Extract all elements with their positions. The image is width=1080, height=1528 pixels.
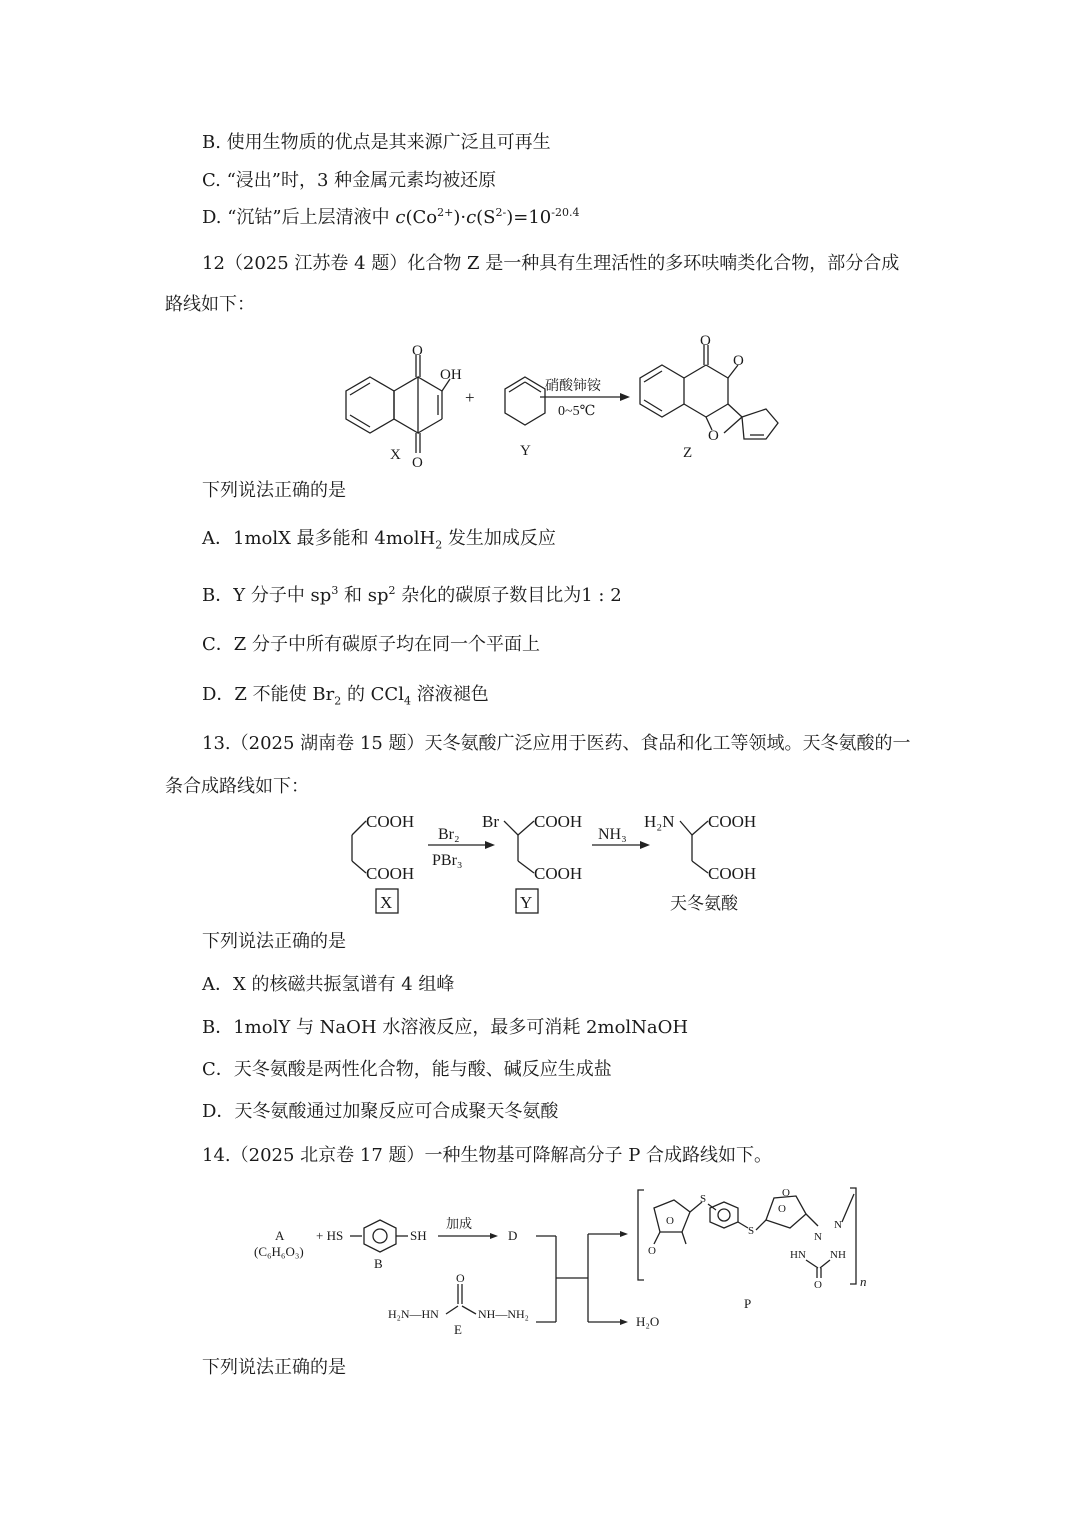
q11-option-d: D. “沉钴”后上层清液中 $c(Co^{2+})\cdot c(S^{2-})=10^{-20.4}$ [202, 206, 580, 228]
x-cooh-bottom: COOH [366, 864, 415, 883]
label-y: Y [520, 893, 533, 912]
p-nh: NH [830, 1249, 846, 1261]
label-b: B [374, 1256, 383, 1271]
compound-x-succinic-acid [352, 812, 414, 913]
q13-option-d: D．天冬氨酸通过加聚反应可合成聚天冬氨酸 [202, 1101, 559, 1122]
compound-b-benzene-dithiol [350, 1220, 408, 1252]
q12-option-a: A．1molX 最多能和 4molH$_2$ 发生加成反应 [202, 528, 556, 552]
product-water: H₂O [636, 1314, 660, 1329]
p-bicyclic-o-right-bridge: O [778, 1203, 786, 1215]
z-furan-o: O [708, 428, 719, 444]
q12-prompt: 下列说法正确的是 [202, 480, 346, 501]
q11-option-c: C. “浸出”时，3 种金属元素均被还原 [202, 170, 497, 191]
q14-reaction-scheme [250, 1180, 870, 1340]
p-nitrogen-1: N [814, 1231, 822, 1243]
label-p: P [744, 1296, 752, 1311]
product-aspartic-acid [644, 812, 756, 913]
label-x: X [380, 893, 393, 912]
q14-prompt: 下列说法正确的是 [202, 1357, 346, 1378]
product-cooh-top: COOH [708, 812, 757, 831]
formula-a: (C₆H₆O₃) [254, 1244, 304, 1259]
label-d: D [508, 1228, 518, 1243]
reagent-nh3: NH₃ [598, 826, 627, 843]
label-a: A [275, 1228, 285, 1243]
product-h2n: H₂N [644, 812, 675, 831]
x-carbonyl-o-top: O [412, 343, 423, 359]
p-sulfur-right: S [748, 1225, 755, 1237]
p-bicyclic-o-left: O [648, 1245, 656, 1257]
reagent-pbr3: PBr₃ [432, 852, 463, 869]
p-bicyclic-o-right: O [782, 1187, 790, 1199]
repeat-n: n [860, 1274, 867, 1289]
x-carbonyl-o-bottom: O [412, 455, 423, 471]
q13-stem: 13.（2025 湖南卷 15 题）天冬氨酸广泛应用于医药、食品和化工等领域。天冬氨酸的一 [202, 733, 911, 754]
q11-option-b: B. 使用生物质的优点是其来源广泛且可再生 [202, 132, 551, 153]
label-x: X [390, 447, 401, 463]
q13-stem-cont: 条合成路线如下： [165, 776, 309, 797]
p-urea-o: O [814, 1279, 822, 1291]
y-cooh-top: COOH [534, 812, 583, 831]
plus-sign: + [465, 388, 475, 407]
product-cooh-bottom: COOH [708, 864, 757, 883]
q12-option-d: D．Z 不能使 $Br_2$ 的 CCl$_4$ 溶液褪色 [202, 684, 489, 708]
q13-prompt: 下列说法正确的是 [202, 931, 346, 952]
hs-group: + HS [316, 1228, 344, 1243]
q13-option-a: A．X 的核磁共振氢谱有 4 组峰 [202, 974, 455, 995]
y-br: Br [482, 812, 499, 831]
compound-y-bromosuccinic-acid [482, 812, 582, 913]
x-oh-label: OH [440, 367, 462, 383]
polymer-p-structure [638, 1187, 867, 1311]
q12-stem: 12（2025 江苏卷 4 题）化合物 Z 是一种具有生理活性的多环呋喃类化合物，部分合成 [202, 253, 900, 274]
label-y: Y [520, 443, 531, 459]
compound-y-structure [505, 377, 545, 425]
y-cooh-bottom: COOH [534, 864, 583, 883]
reagent-cerium-ammonium-nitrate: 硝酸铈铵 [545, 379, 601, 394]
q13-reaction-scheme [340, 805, 790, 920]
q12-stem-cont: 路线如下： [165, 294, 255, 315]
compound-x-structure [346, 343, 462, 471]
z-carbonyl-o-right: O [733, 353, 744, 369]
e-left-group: H₂N—HN [388, 1307, 439, 1321]
p-nitrogen-2: N [834, 1219, 842, 1231]
compound-z-structure [640, 333, 778, 444]
z-carbonyl-o-top: O [700, 333, 711, 349]
label-e: E [454, 1322, 462, 1337]
sh-group: SH [410, 1228, 427, 1243]
e-right-group: NH—NH₂ [478, 1307, 529, 1321]
q13-option-c: C．天冬氨酸是两性化合物，能与酸、碱反应生成盐 [202, 1059, 612, 1080]
q13-option-b: B．1molY 与 NaOH 水溶液反应，最多可消耗 2molNaOH [202, 1017, 689, 1038]
p-bicyclic-o-left-bridge: O [666, 1215, 674, 1227]
reagent-temperature: 0~5℃ [558, 404, 596, 419]
q12-option-c: C．Z 分子中所有碳原子均在同一个平面上 [202, 634, 540, 655]
q12-option-b: B．Y 分子中 $sp^3$ 和 $sp^2$ 杂化的碳原子数目比为1 : 2 [202, 584, 622, 606]
e-carbonyl-o: O [456, 1271, 465, 1285]
p-hn: HN [790, 1249, 806, 1261]
reagent-addition: 加成 [446, 1216, 473, 1231]
reagent-br2: Br₂ [438, 826, 460, 843]
q14-stem: 14.（2025 北京卷 17 题）一种生物基可降解高分子 P 合成路线如下。 [202, 1145, 773, 1166]
p-sulfur-left: S [700, 1193, 707, 1205]
x-cooh-top: COOH [366, 812, 415, 831]
q12-reaction-scheme [340, 333, 800, 471]
product-name: 天冬氨酸 [670, 894, 738, 913]
label-z: Z [683, 445, 693, 461]
